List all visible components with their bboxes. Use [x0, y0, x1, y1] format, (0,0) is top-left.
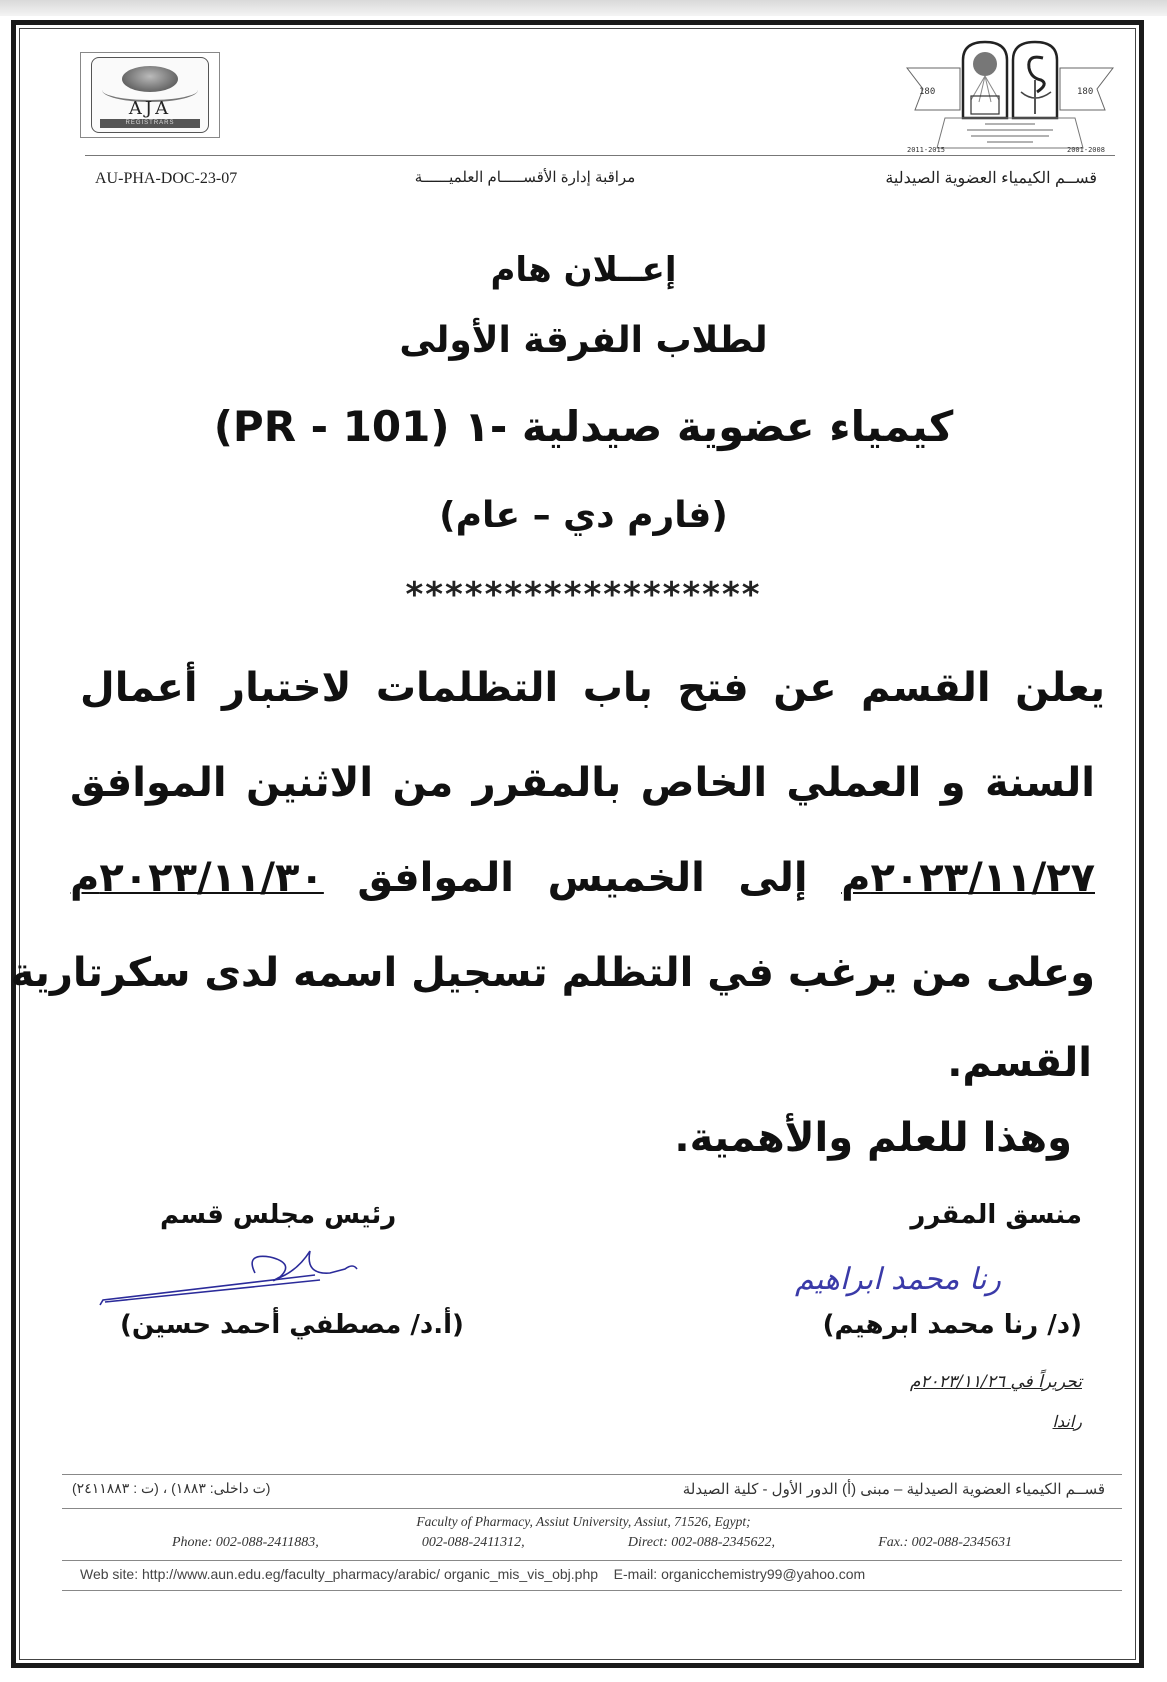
header-center-text: مراقبة إدارة الأقســـــام العلميــــــة [414, 169, 636, 186]
body-line-5: القسم. [947, 1040, 1092, 1086]
phone-direct: Direct: 002-088-2345622, [627, 1535, 776, 1550]
globe-icon [122, 66, 178, 92]
footer-arabic-address: قســم الكيمياء العضوية الصيدلية – مبنى (أ) الدور الأول - كلية الصيدلة [682, 1481, 1105, 1498]
end-date: ٢٠٢٣/١١/٣٠م [70, 855, 324, 901]
years-left: 2011-2015 [907, 146, 945, 154]
audience-title: لطلاب الفرقة الأولى [399, 320, 768, 361]
website-label: Web site: [80, 1566, 139, 1582]
email-link[interactable]: organicchemistry99@yahoo.com [661, 1566, 866, 1582]
footer-divider [62, 1508, 1122, 1509]
footer-phones [172, 1535, 1012, 1551]
course-coordinator-title: منسق المقرر [910, 1200, 1082, 1230]
aja-registrars-logo [80, 52, 220, 138]
footer-web-contact [80, 1566, 865, 1582]
edit-date-note: تحريراً في ٢٠٢٣/١١/٢٦م [909, 1372, 1082, 1392]
department-name: قســم الكيمياء العضوية الصيدلية [885, 170, 1097, 187]
program-title: (فارم دي – عام) [439, 495, 728, 536]
website-link[interactable]: http://www.aun.edu.eg/faculty_pharmacy/arabic/ organic_mis_vis_obj.php [142, 1566, 599, 1582]
start-date: ٢٠٢٣/١١/٢٧م [841, 855, 1095, 901]
footer-divider [62, 1474, 1122, 1475]
editor-name: راندا [1052, 1412, 1082, 1431]
years-right: 2001-2008 [1067, 146, 1105, 154]
fax: Fax.: 002-088-2345631 [878, 1535, 1012, 1550]
badge-right: 180 [1077, 87, 1094, 97]
footer-arabic-phones: (ت داخلى: ١٨٨٣) ، (ت : ٢٤١١٨٨٣) [72, 1480, 271, 1496]
coordinator-name: (د/ رنا محمد ابرهيم) [822, 1310, 1082, 1340]
badge-left: 180 [919, 87, 936, 97]
closing-line: وهذا للعلم والأهمية. [674, 1115, 1072, 1161]
footer-english-address: Faculty of Pharmacy, Assiut University, Assiut, 71526, Egypt; [416, 1514, 751, 1529]
body-line-4: وعلى من يرغب في التظلم تسجيل اسمه لدى سكرتارية [10, 950, 1095, 996]
aja-logo-band: REGISTRARS [100, 119, 200, 128]
aja-logo-text: AJA [128, 98, 172, 119]
phone-2: 002-088-2411312, [421, 1535, 525, 1550]
body-line-3 [70, 855, 1095, 901]
body-line-1: يعلن القسم عن فتح باب التظلمات لاختبار أعمال [80, 665, 1105, 711]
coordinator-handwritten-signature: رنا محمد ابراهيم [795, 1262, 1001, 1297]
header-divider [85, 155, 1115, 156]
scan-edge [0, 0, 1167, 16]
phone-1: Phone: 002-088-2411883, [172, 1535, 319, 1550]
head-name: (أ.د/ مصطفي أحمد حسين) [120, 1310, 464, 1340]
date-connector: إلى الخميس الموافق [323, 855, 842, 901]
footer-divider [62, 1590, 1122, 1591]
body-line-2: السنة و العملي الخاص بالمقرر من الاثنين الموافق [70, 760, 1095, 806]
announcement-title: إعــلان هام [490, 250, 677, 290]
assiut-university-pharmacy-logo [905, 40, 1115, 155]
separator-stars: ****************** [405, 575, 762, 615]
head-of-department-title: رئيس مجلس قسم [160, 1200, 397, 1230]
document-code: AU-PHA-DOC-23-07 [95, 170, 238, 187]
head-signature [95, 1245, 385, 1314]
course-title: كيمياء عضوية صيدلية -١ (PR - 101) [213, 402, 954, 451]
email-label: E-mail: [613, 1566, 658, 1582]
footer-divider [62, 1560, 1122, 1561]
